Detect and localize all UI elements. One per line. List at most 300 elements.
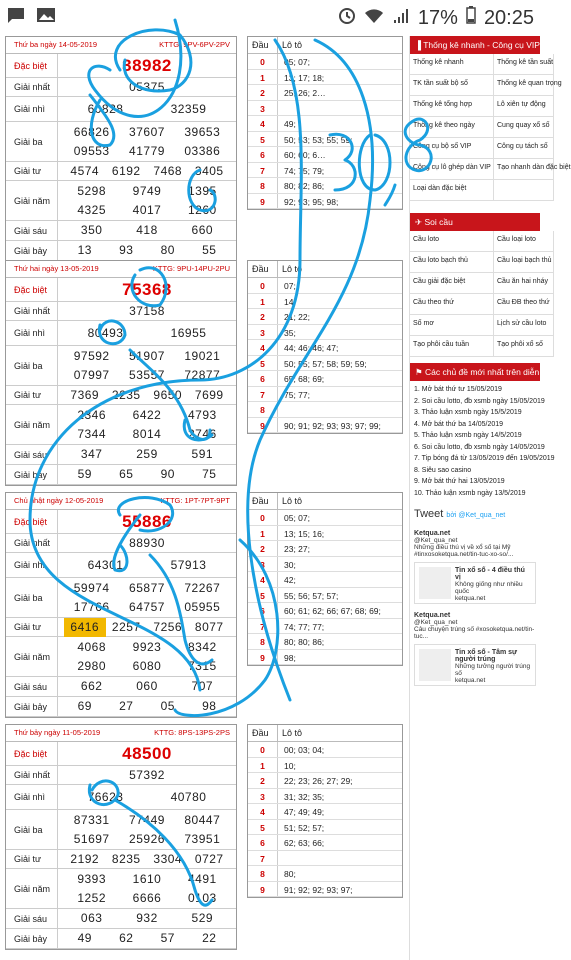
result-card (5, 260, 237, 486)
prize-label: Giải năm (6, 869, 58, 908)
sidebar-link[interactable]: Thống kê theo ngày (410, 117, 494, 138)
prize-number: 6422 (132, 407, 162, 422)
loto-values-label: Lô tô (282, 728, 303, 738)
loto-row (248, 835, 402, 851)
prize-values (58, 929, 236, 948)
prize-number: 7468 (153, 163, 183, 178)
tweet[interactable] (410, 608, 540, 690)
loto-values-label: Lô tô (282, 264, 303, 274)
result-card-header (6, 261, 236, 278)
result-card-header (6, 725, 236, 742)
prize-number: 418 (136, 223, 158, 237)
loto-head-digit: 0 (248, 742, 278, 757)
prize-number: 2746 (187, 426, 217, 441)
tweet[interactable] (410, 526, 540, 608)
loto-head-digit: 6 (248, 147, 278, 162)
sidebar-link[interactable]: Cầu loto bạch thủ (410, 252, 494, 273)
tweet-card-text: Không giống như nhiều quốc (455, 581, 523, 595)
prize-row (6, 181, 236, 221)
prize-number: 2346 (77, 407, 107, 422)
loto-head-digit: 7 (248, 163, 278, 178)
loto-values: 13; 17; 18; (284, 72, 325, 83)
loto-row (248, 178, 402, 194)
loto-row (248, 758, 402, 774)
sidebar-link[interactable]: Lịch sử cầu loto (494, 315, 554, 336)
prize-values (58, 869, 236, 908)
loto-head-digit: 7 (248, 387, 278, 402)
quick-stats-grid (410, 54, 571, 201)
loto-values: 30; (284, 559, 296, 570)
topic-link[interactable]: 2. Soi cầu lotto, đb xsmb ngày 15/05/2019 (414, 397, 545, 405)
prize-row (6, 578, 236, 618)
loto-values: 55; 56; 57; 57; (284, 590, 339, 601)
loto-head-digit: 3 (248, 789, 278, 804)
loto-values: 21; 22; (284, 312, 310, 322)
prize-label: Giải ba (6, 346, 58, 385)
prize-number: 66826 (73, 124, 110, 139)
sidebar-link[interactable]: Tạo phôi cầu tuần (410, 336, 494, 357)
loto-values: 07; (284, 281, 296, 291)
prize-number: 3405 (194, 163, 224, 178)
prize-number: 8235 (111, 851, 141, 866)
prize-values (58, 510, 236, 533)
prize-row (6, 346, 236, 386)
loto-row (248, 804, 402, 820)
prize-number: 80493 (87, 325, 124, 340)
draw-date[interactable]: Thứ hai ngày 13-05-2019 (14, 264, 99, 273)
loto-row (248, 789, 402, 805)
loto-head-label: Đầu (248, 725, 278, 741)
prize-label: Đặc biệt (6, 54, 58, 77)
loto-values: 23; 27; (284, 544, 310, 554)
prize-label: Giải ba (6, 122, 58, 161)
loto-head-digit: 4 (248, 572, 278, 587)
prize-number: 4793 (187, 407, 217, 422)
quick-stats-title: ▐ Thống kê nhanh - Công cụ VIP (410, 36, 540, 54)
tweet-card-title: Tin xổ số - 4 điều thú vị (455, 567, 525, 581)
sidebar-link[interactable]: Cầu ĐB theo thứ (494, 294, 554, 315)
prize-label: Giải năm (6, 637, 58, 676)
prize-number: 4325 (77, 202, 107, 217)
tweet-author[interactable]: Ketqua.net (414, 612, 451, 619)
clock-time: 20:25 (483, 6, 534, 29)
tweet-author[interactable]: Ketqua.net (414, 530, 451, 537)
prize-label: Giải bảy (6, 697, 58, 716)
prize-values (58, 162, 236, 180)
prize-number: 72877 (184, 367, 221, 382)
loto-values: 14; (284, 296, 296, 307)
prize-number: 53557 (129, 367, 165, 382)
loto-head-digit: 3 (248, 101, 278, 116)
prize-row (6, 677, 236, 697)
prize-values (58, 553, 236, 577)
tweet-text: Câu chuyện trúng số #xosoketqua.net/tin-tuc... (414, 626, 535, 640)
sidebar-link[interactable]: Cầu loto (410, 231, 494, 252)
loto-values: 13; 15; 16; (284, 528, 325, 539)
prize-number: 4017 (132, 202, 162, 217)
prize-values (58, 78, 236, 96)
prize-number: 6192 (111, 163, 141, 178)
prize-values (58, 122, 236, 161)
draw-date[interactable]: Thứ bảy ngày 11-05-2019 (14, 728, 101, 737)
loto-row (248, 866, 402, 882)
loto-row (248, 820, 402, 836)
prize-values (58, 445, 236, 464)
loto-row (248, 510, 402, 526)
loto-head-digit: 5 (248, 820, 278, 835)
sidebar-link[interactable]: Thống kê nhanh (410, 54, 494, 75)
loto-values: 92; 93; 95; 98; (284, 196, 339, 207)
prize-label: Giải nhất (6, 78, 58, 96)
sidebar-link[interactable] (494, 180, 554, 201)
prize-number: 03386 (184, 143, 221, 158)
prize-label: Đặc biệt (6, 278, 58, 301)
prize-number: 55886 (122, 512, 172, 531)
loto-row (248, 356, 402, 372)
loto-head-digit: 2 (248, 309, 278, 324)
soi-cau-title: ✈ Soi cầu (410, 213, 540, 231)
tweet-card[interactable] (414, 644, 536, 686)
prize-row (6, 445, 236, 465)
prize-number: 0103 (187, 890, 217, 905)
draw-code: KTTG: 8PS-13PS-2PS (154, 728, 230, 737)
loto-head-label: Đầu (248, 493, 278, 509)
prize-values (58, 54, 236, 77)
prize-row (6, 241, 236, 261)
loto-row (248, 194, 402, 210)
prize-number: 49 (77, 931, 92, 945)
tweet-handle: @Ket_qua_net (414, 619, 458, 626)
loto-head-digit: 9 (248, 194, 278, 209)
loto-row (248, 371, 402, 387)
loto-values: 42; (284, 575, 296, 585)
prize-number: 19021 (184, 348, 221, 363)
prize-number: 9749 (132, 183, 162, 198)
sidebar-link[interactable]: Thống kê quan trọng (494, 75, 554, 96)
topic-link[interactable]: 7. Tip bóng đá từ 13/05/2019 đến 19/05/2019 (414, 455, 555, 462)
loto-row (248, 742, 402, 758)
loto-row (248, 619, 402, 635)
loto-values: 60; 61; 62; 66; 67; 68; 69; (284, 606, 381, 616)
loto-row (248, 603, 402, 619)
sidebar-link[interactable]: Cung quay xổ số (494, 117, 554, 138)
sidebar-link[interactable]: Tạo phôi xổ số (494, 336, 554, 357)
prize-number: 57913 (170, 557, 207, 572)
loto-values: 80; (284, 869, 296, 879)
prize-number: 8077 (194, 619, 224, 634)
loto-row (248, 650, 402, 666)
prize-values (58, 637, 236, 676)
prize-label: Giải bảy (6, 929, 58, 948)
prize-label: Giải bảy (6, 241, 58, 260)
prize-number: 48500 (122, 744, 172, 763)
loto-head-digit: 4 (248, 340, 278, 355)
prize-row (6, 785, 236, 810)
topic-link[interactable]: 8. Siêu sao casino (414, 466, 472, 474)
sidebar-link[interactable]: Công cụ tách số (494, 138, 554, 159)
prize-label: Giải ba (6, 810, 58, 849)
prize-number: 64757 (129, 599, 165, 614)
loto-head-digit: 1 (248, 758, 278, 773)
main-content[interactable] (0, 36, 571, 960)
sidebar-link[interactable]: Lô xiên tự động (494, 96, 554, 117)
prize-label: Giải bảy (6, 465, 58, 484)
prize-number: 90 (160, 467, 175, 481)
loto-values: 50; 53; 53; 55; 59; (284, 134, 353, 145)
prize-number: 2192 (70, 851, 100, 866)
loto-head-digit: 3 (248, 557, 278, 572)
loto-head-digit: 2 (248, 773, 278, 788)
tweet-card[interactable] (414, 562, 536, 604)
tweet-thumbnail (419, 567, 451, 599)
prize-number: 37607 (129, 124, 165, 139)
prize-number: 660 (191, 223, 214, 237)
prize-number: 75 (202, 467, 217, 481)
prize-number: 2257 (111, 619, 141, 634)
loto-head-digit: 9 (248, 650, 278, 665)
prize-row (6, 850, 236, 869)
loto-row (248, 132, 402, 148)
image-icon (36, 6, 56, 30)
loto-row (248, 418, 402, 434)
prize-row (6, 321, 236, 346)
prize-number: 6666 (132, 890, 162, 905)
prize-row (6, 78, 236, 97)
tweet-card-title: Tin xổ số - Tâm sự người trúng (455, 649, 518, 663)
prize-label: Giải nhất (6, 534, 58, 552)
signal-icon (392, 7, 410, 30)
prize-label: Giải sáu (6, 221, 58, 240)
prize-number: 97592 (73, 348, 110, 363)
prize-number: 64301 (87, 557, 124, 572)
sidebar-link[interactable]: Cầu loại loto (494, 231, 554, 252)
prize-number: 1260 (187, 202, 217, 217)
prize-number: 529 (191, 911, 214, 925)
loto-row (248, 101, 402, 117)
loto-row (248, 541, 402, 557)
loto-head-digit: 4 (248, 116, 278, 131)
prize-number: 7344 (77, 426, 107, 441)
prize-number: 4491 (187, 871, 217, 886)
battery-percent: 17% (417, 6, 458, 29)
loto-row (248, 309, 402, 325)
prize-row (6, 302, 236, 321)
prize-number: 27 (119, 699, 134, 713)
loto-head-digit: 5 (248, 356, 278, 371)
loto-row (248, 70, 402, 86)
loto-head-digit: 7 (248, 851, 278, 866)
loto-values: 10; (284, 760, 296, 771)
prize-number: 38982 (122, 56, 172, 75)
prize-number: 69 (77, 699, 92, 713)
loto-values: 62; 63; 66; (284, 838, 325, 848)
sidebar-link[interactable]: Loại dàn đặc biệt (410, 180, 494, 201)
prize-label: Giải năm (6, 181, 58, 220)
tweet-thumbnail (419, 649, 451, 681)
prize-number: 37158 (129, 303, 165, 318)
prize-number: 59 (77, 467, 92, 481)
sidebar-link[interactable]: TK tần suất bộ số (410, 75, 494, 96)
loto-table (247, 260, 403, 434)
loto-values: 00; 03; 04; (284, 745, 325, 755)
loto-values: 50; 55; 57; 58; 59; 59; (284, 358, 367, 369)
sidebar-link[interactable]: Cầu theo thứ (410, 294, 494, 315)
message-icon (6, 6, 26, 30)
topic-link[interactable]: 4. Mở bát thứ ba 14/05/2019 (414, 420, 504, 428)
prize-number: 7256 (153, 619, 183, 634)
prize-number: 98 (202, 699, 217, 713)
tweet-text: Những điều thú vị về xổ số tại Mỹ #tinxosoketqua.net/tin-tuc-xo-so/... (414, 544, 514, 558)
loto-row (248, 278, 402, 294)
loto-values: 75; 77; (284, 389, 310, 400)
sidebar-link[interactable]: Thống kê tần suất (494, 54, 554, 75)
prize-number: 591 (191, 447, 214, 461)
prize-values (58, 697, 236, 716)
prize-label: Giải tư (6, 386, 58, 404)
loto-head-digit: 2 (248, 541, 278, 556)
tweet-header: Tweet bởi @Ket_qua_net (414, 508, 506, 520)
loto-head-label: Đầu (248, 261, 278, 277)
prize-values (58, 278, 236, 301)
prize-number: 25926 (129, 831, 165, 846)
loto-values: 35; (284, 327, 296, 338)
prize-number: 60828 (87, 101, 124, 116)
loto-row (248, 340, 402, 356)
prize-label: Giải nhất (6, 766, 58, 784)
draw-code: KTTG: 1PT-7PT-9PT (160, 496, 230, 505)
draw-code: KTTG: 9PV-6PV-2PV (159, 40, 230, 49)
loto-row (248, 85, 402, 101)
loto-head-digit: 5 (248, 588, 278, 603)
loto-values-label: Lô tô (282, 40, 303, 50)
sidebar-link[interactable]: Cầu ăn hai nháy (494, 273, 554, 294)
prize-number: 65 (119, 467, 134, 481)
result-card-header (6, 37, 236, 54)
loto-head-digit: 0 (248, 54, 278, 69)
sidebar-link[interactable]: Tạo nhanh dàn đặc biệt (494, 159, 554, 180)
loto-row (248, 294, 402, 310)
loto-values: 60; 60; 6… (284, 150, 326, 160)
prize-number: 7369 (70, 387, 100, 402)
prize-number: 7699 (194, 387, 224, 402)
sidebar-link[interactable]: Cầu loại bạch thủ (494, 252, 554, 273)
prize-number: 57 (160, 931, 175, 945)
loto-values: 74; 77; 77; (284, 621, 325, 632)
topics-list (410, 381, 555, 502)
loto-head-digit: 6 (248, 603, 278, 618)
prize-values (58, 618, 236, 636)
topic-link[interactable]: 10. Thảo luận xsmb ngày 13/5/2019 (414, 489, 526, 497)
prize-row (6, 929, 236, 949)
prize-values (58, 97, 236, 121)
prize-number: 259 (136, 447, 158, 461)
prize-label: Giải tư (6, 618, 58, 636)
loto-values: 44; 46; 46; 47; (284, 343, 339, 353)
topic-link[interactable]: 1. Mở bát thứ tư 15/05/2019 (414, 386, 502, 393)
sidebar-link[interactable]: Thống kê tổng hợp (410, 96, 494, 117)
prize-row (6, 54, 236, 78)
loto-header (248, 261, 402, 278)
prize-number: 6080 (132, 658, 162, 673)
alarm-icon (338, 6, 356, 30)
draw-date[interactable]: Chủ nhật ngày 12-05-2019 (14, 496, 104, 505)
topic-link[interactable]: 5. Thảo luận xsmb ngày 14/5/2019 (414, 432, 522, 439)
loto-row (248, 116, 402, 132)
prize-number: 05375 (129, 79, 165, 94)
loto-head-digit: 8 (248, 866, 278, 881)
prize-number: 39653 (184, 124, 221, 139)
prize-number: 9650 (153, 387, 183, 402)
loto-row (248, 773, 402, 789)
loto-header (248, 725, 402, 742)
prize-number: 07997 (73, 367, 110, 382)
prize-number: 4068 (77, 639, 107, 654)
loto-head-digit: 5 (248, 132, 278, 147)
loto-values: 31; 32; 35; (284, 791, 325, 802)
loto-row (248, 387, 402, 403)
prize-number: 57392 (129, 767, 165, 782)
topics-title: ⚑ Các chủ đề mới nhất trên diễn đàn (410, 363, 540, 381)
prize-row (6, 869, 236, 909)
prize-number: 350 (80, 223, 103, 237)
draw-date[interactable]: Thứ ba ngày 14-05-2019 (14, 40, 97, 49)
prize-row (6, 810, 236, 850)
loto-row (248, 882, 402, 898)
loto-values: 91; 92; 92; 93; 97; (284, 884, 353, 895)
sidebar-link[interactable]: Số mơ (410, 315, 494, 336)
prize-number: 80447 (184, 812, 221, 827)
loto-row (248, 402, 402, 418)
sidebar (409, 36, 571, 960)
prize-row (6, 909, 236, 929)
topic-link[interactable]: 9. Mở bát thứ hai 13/05/2019 (414, 478, 505, 485)
sidebar-link[interactable]: Cầu giải đặc biệt (410, 273, 494, 294)
loto-row (248, 588, 402, 604)
prize-row (6, 697, 236, 717)
loto-values: 05; 07; (284, 57, 310, 67)
result-card (5, 492, 237, 718)
loto-values (278, 101, 284, 116)
prize-number: 1395 (187, 183, 217, 198)
prize-values (58, 909, 236, 928)
loto-table (247, 724, 403, 898)
topic-link[interactable]: 6. Soi cầu lotto, đb xsmb ngày 14/05/2019 (414, 443, 545, 451)
loto-head-digit: 9 (248, 418, 278, 433)
loto-head-digit: 1 (248, 70, 278, 85)
loto-row (248, 325, 402, 341)
sidebar-link[interactable]: Công cụ bộ số VIP (410, 138, 494, 159)
loto-values: 47; 49; 49; (284, 807, 325, 817)
topic-link[interactable]: 3. Thảo luận xsmb ngày 15/5/2019 (414, 409, 522, 416)
loto-values: 80; 82; 86; (284, 181, 325, 191)
loto-values: 05; 07; (284, 513, 310, 523)
tweet-card-site: ketqua.net (455, 677, 486, 684)
loto-values-label: Lô tô (282, 496, 303, 506)
result-card (5, 724, 237, 950)
prize-number: 0727 (194, 851, 224, 866)
prize-label: Đặc biệt (6, 742, 58, 765)
loto-row (248, 163, 402, 179)
result-card-header (6, 493, 236, 510)
loto-values (278, 402, 284, 417)
sidebar-link[interactable]: Công cụ lô ghép dàn VIP (410, 159, 494, 180)
prize-label: Giải sáu (6, 677, 58, 696)
prize-number: 1610 (132, 871, 162, 886)
loto-values: 74; 75; 79; (284, 165, 325, 176)
prize-values (58, 405, 236, 444)
prize-number: 707 (191, 679, 214, 693)
prize-number: 9393 (77, 871, 107, 886)
